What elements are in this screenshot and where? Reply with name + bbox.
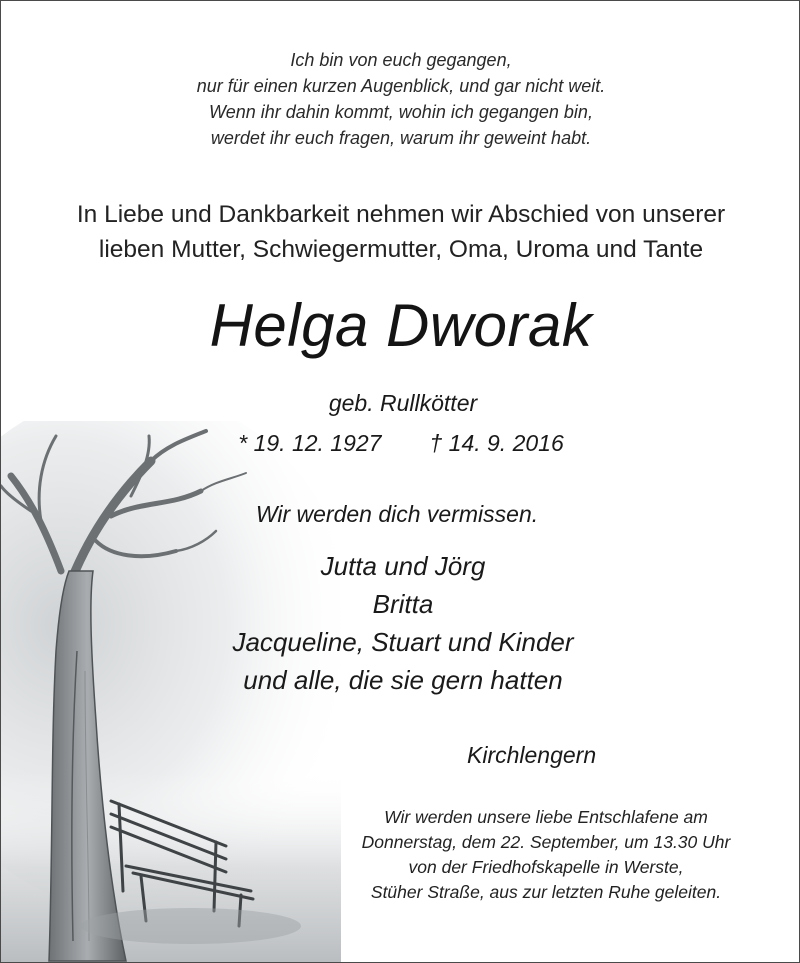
death-date: † 14. 9. 2016 (429, 430, 564, 456)
deceased-name: Helga Dworak (209, 292, 593, 359)
life-dates (1, 427, 800, 459)
mourner-line: Britta (372, 589, 434, 619)
mourner-line: und alle, die sie gern hatten (243, 665, 563, 695)
birth-date: * 19. 12. 1927 (238, 430, 382, 456)
mourner-line: Jutta und Jörg (320, 551, 486, 581)
poem-line: Ich bin von euch gegangen, (290, 50, 512, 70)
mourners (3, 547, 800, 699)
poem-line: nur für einen kurzen Augenblick, und gar nicht weit. (196, 76, 606, 96)
maiden-name: geb. Rullkötter (328, 390, 478, 416)
intro-line: In Liebe und Dankbarkeit nehmen wir Abschied von unserer (76, 201, 726, 228)
intro-line: lieben Mutter, Schwiegermutter, Oma, Uroma und Tante (98, 236, 704, 263)
mourner-line: Jacqueline, Stuart und Kinder (232, 627, 574, 657)
farewell-line: Wir werden dich vermissen. (255, 501, 539, 527)
funeral-line: Wir werden unsere liebe Entschlafene am (384, 807, 708, 827)
funeral-line: von der Friedhofskapelle in Werste, (408, 857, 684, 877)
funeral-line: Stüher Straße, aus zur letzten Ruhe geleiten. (370, 882, 722, 902)
funeral-line: Donnerstag, dem 22. September, um 13.30 Uhr (361, 832, 731, 852)
funeral-announcement (301, 805, 791, 905)
poem-line: Wenn ihr dahin kommt, wohin ich gegangen bin, (209, 102, 593, 122)
poem-line: werdet ihr euch fragen, warum ihr geweint habt. (210, 128, 592, 148)
farewell-intro (1, 197, 800, 267)
place: Kirchlengern (467, 742, 597, 768)
poem (1, 47, 800, 151)
